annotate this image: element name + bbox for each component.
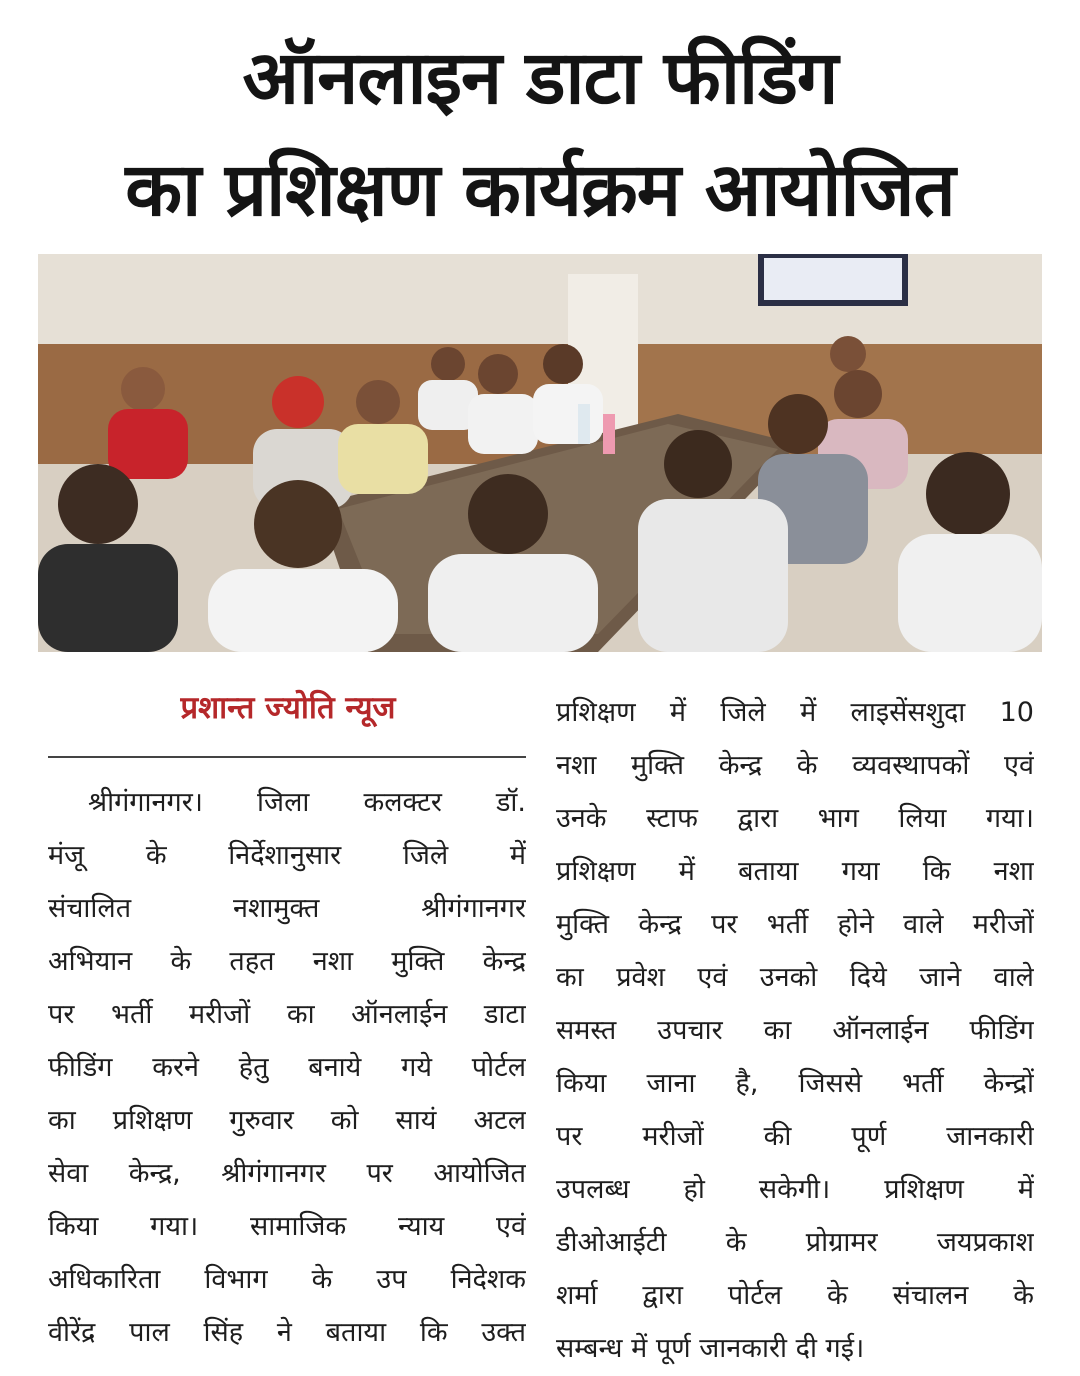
headline-line-1: ऑनलाइन डाटा फीडिंग [242,35,838,121]
article-line: शर्मा द्वारा पोर्टल के संचालन के [556,1280,1034,1311]
article-line: फीडिंग करने हेतु बनाये गये पोर्टल [48,1052,526,1083]
article-column-left [48,776,526,1359]
article-line: डीओआईटी के प्रोग्रामर जयप्रकाश [556,1227,1034,1258]
article-line: समस्त उपचार का ऑनलाईन फीडिंग [556,1015,1034,1046]
article-line: का प्रवेश एवं उनको दिये जाने वाले [556,962,1034,993]
article-line: किया गया। सामाजिक न्याय एवं [48,1211,526,1242]
article-line: श्रीगंगानगर। जिला कलक्टर डॉ. [88,787,526,818]
article-line: पर भर्ती मरीजों का ऑनलाईन डाटा [48,999,526,1030]
article-line: का प्रशिक्षण गुरुवार को सायं अटल [48,1105,526,1136]
news-photo [38,254,1042,652]
byline: प्रशान्त ज्योति न्यूज [180,690,396,726]
article-line: नशा मुक्ति केन्द्र के व्यवस्थापकों एवं [556,750,1034,781]
article-line: प्रशिक्षण में बताया गया कि नशा [556,856,1034,887]
article-line: सेवा केन्द्र, श्रीगंगानगर पर आयोजित [48,1158,526,1189]
byline-divider [48,756,526,758]
article-column-right [556,686,1034,1375]
article-line: पर मरीजों की पूर्ण जानकारी [556,1121,1034,1152]
article-line: सम्बन्ध में पूर्ण जानकारी दी गई। [556,1333,865,1364]
article-line: अधिकारिता विभाग के उप निदेशक [48,1264,526,1295]
article-line: मुक्ति केन्द्र पर भर्ती होने वाले मरीजों [556,909,1034,940]
article-line: अभियान के तहत नशा मुक्ति केन्द्र [48,946,526,977]
article-line: प्रशिक्षण में जिले में लाइसेंसशुदा 10 [556,697,1034,728]
article-line: किया जाना है, जिससे भर्ती केन्द्रों [556,1068,1034,1099]
article-line: वीरेंद्र पाल सिंह ने बताया कि उक्त [48,1317,526,1348]
article-line: उनके स्टाफ द्वारा भाग लिया गया। [556,803,1034,834]
article-line: उपलब्ध हो सकेगी। प्रशिक्षण में [556,1174,1034,1205]
headline-line-2: का प्रशिक्षण कार्यक्रम आयोजित [125,147,955,233]
article-line: संचालित नशामुक्त श्रीगंगानगर [48,893,526,924]
article-line: मंजू के निर्देशानुसार जिले में [48,840,526,871]
